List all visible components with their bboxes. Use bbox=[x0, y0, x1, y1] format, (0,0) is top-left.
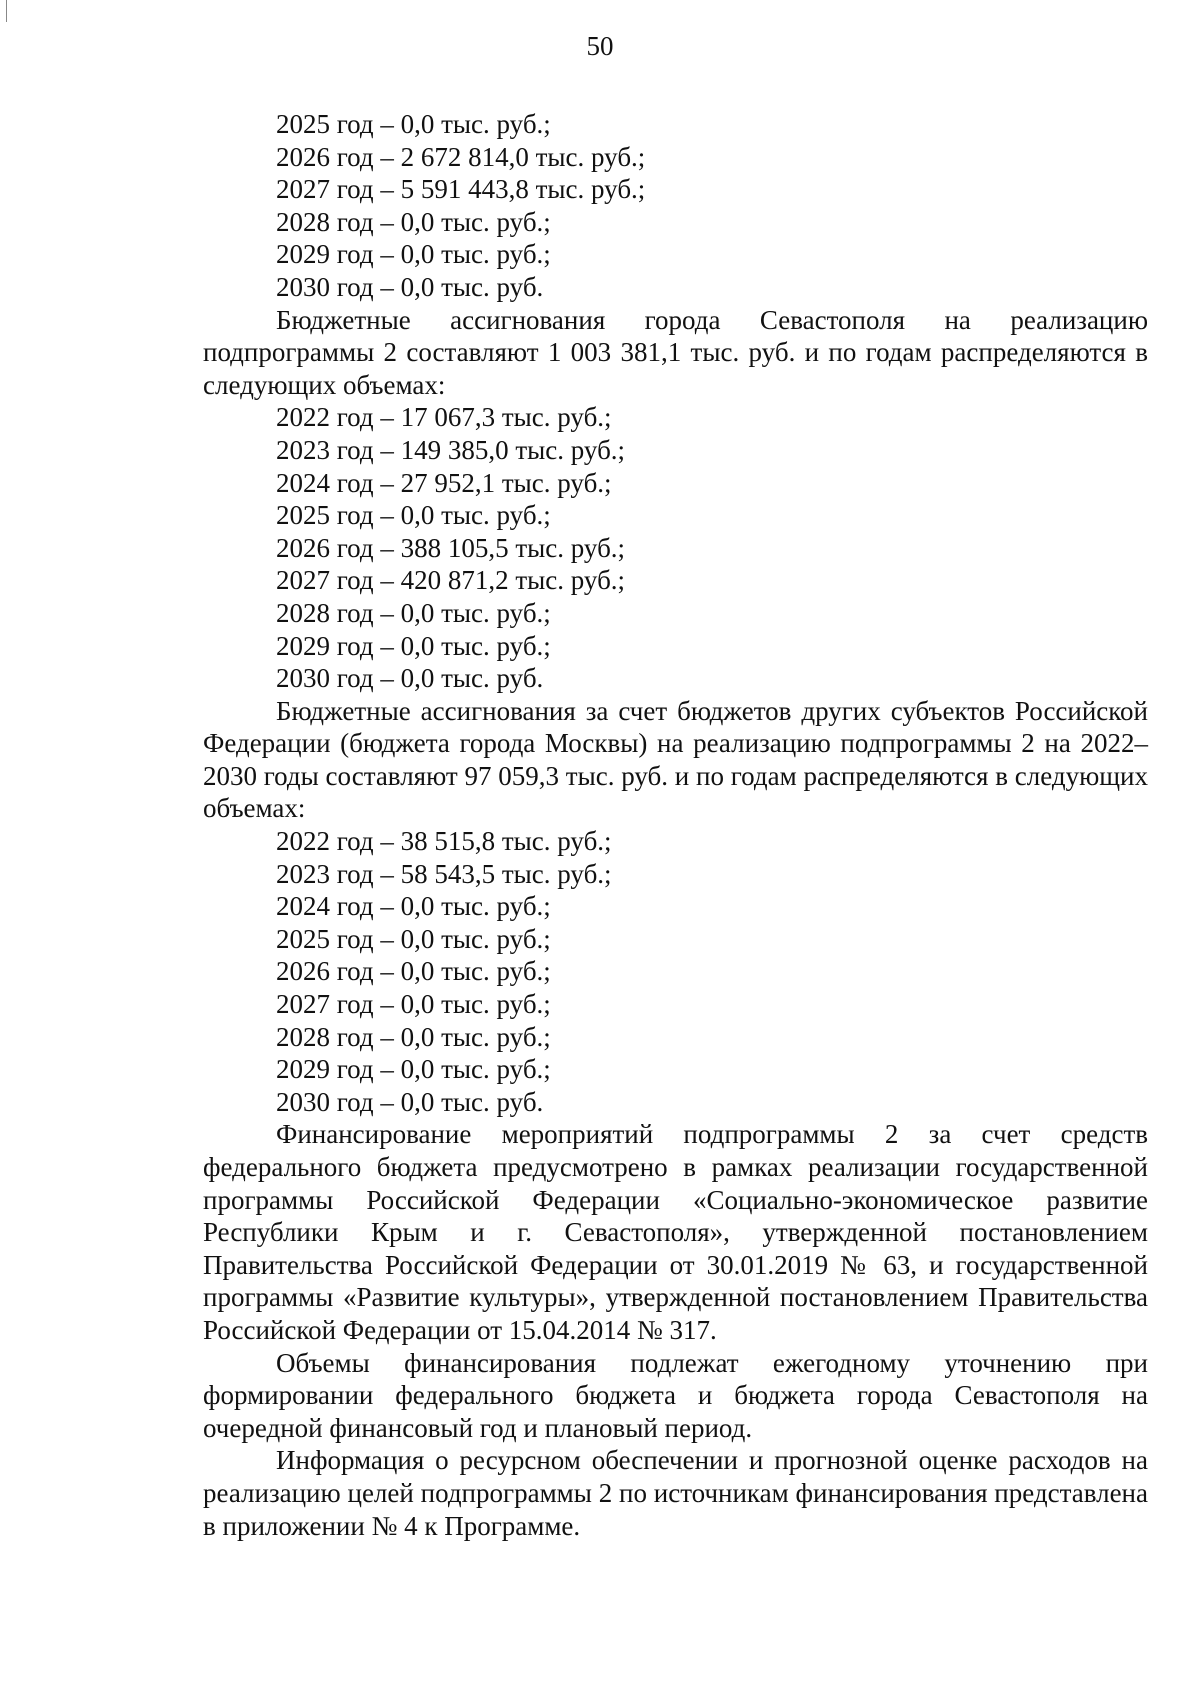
year-line: 2025 год – 0,0 тыс. руб.; bbox=[276, 923, 551, 954]
year-line: 2029 год – 0,0 тыс. руб.; bbox=[276, 1054, 551, 1085]
year-line: 2026 год – 2 672 814,0 тыс. руб.; bbox=[276, 141, 646, 172]
year-list-block-2 bbox=[203, 401, 1148, 694]
year-list-block-1 bbox=[203, 108, 1148, 304]
year-line: 2023 год – 149 385,0 тыс. руб.; bbox=[276, 434, 626, 465]
year-line: 2030 год – 0,0 тыс. руб. bbox=[276, 663, 544, 694]
paragraph-resource-info: Информация о ресурсном обеспечении и прогнозной оценке расходов на реализацию целей подпрограммы 2 по источникам финансирования представлена в приложении № 4 к Программе. bbox=[203, 1445, 1148, 1541]
year-line: 2030 год – 0,0 тыс. руб. bbox=[276, 271, 544, 302]
year-line: 2028 год – 0,0 тыс. руб.; bbox=[276, 1021, 551, 1052]
year-line: 2027 год – 420 871,2 тыс. руб.; bbox=[276, 565, 626, 596]
paragraph-federal-financing: Финансирование мероприятий подпрограммы 2 за счет средств федерального бюджета предусмотрено в рамках реализации государственной программы Российской Федерации «Социально-экономическое развитие Республики Крым и г. Севастополя», утвержденной постановлением Правительства Российской Федерации от 30.01.2019 № 63, и государственной программы «Развитие культуры», утвержденной постановлением Правительства Российской Федерации от 15.04.2014 № 317. bbox=[203, 1119, 1148, 1345]
year-line: 2028 год – 0,0 тыс. руб.; bbox=[276, 206, 551, 237]
paragraph-financing-volumes: Объемы финансирования подлежат ежегодному уточнению при формировании федерального бюджета и бюджета города Севастополя на очередной финансовый год и плановый период. bbox=[203, 1347, 1148, 1443]
year-line: 2024 год – 0,0 тыс. руб.; bbox=[276, 891, 551, 922]
paragraph-moscow-budget: Бюджетные ассигнования за счет бюджетов других субъектов Российской Федерации (бюджета города Москвы) на реализацию подпрограммы 2 на 2022–2030 годы составляют 97 059,3 тыс. руб. и по годам распределяются в следующих объемах: bbox=[203, 695, 1148, 824]
year-line: 2027 год – 0,0 тыс. руб.; bbox=[276, 989, 551, 1020]
year-line: 2029 год – 0,0 тыс. руб.; bbox=[276, 239, 551, 270]
year-line: 2025 год – 0,0 тыс. руб.; bbox=[276, 109, 551, 139]
year-line: 2024 год – 27 952,1 тыс. руб.; bbox=[276, 467, 612, 498]
year-line: 2022 год – 17 067,3 тыс. руб.; bbox=[276, 402, 612, 433]
paragraph-sevastopol-budget: Бюджетные ассигнования города Севастополя на реализацию подпрограммы 2 составляют 1 003 381,1 тыс. руб. и по годам распределяются в следующих объемах: bbox=[203, 304, 1148, 400]
page-number: 50 bbox=[586, 31, 614, 61]
year-line: 2029 год – 0,0 тыс. руб.; bbox=[276, 630, 551, 661]
year-list-block-3 bbox=[203, 825, 1148, 1118]
document-body bbox=[203, 108, 1148, 1542]
year-line: 2022 год – 38 515,8 тыс. руб.; bbox=[276, 826, 612, 857]
year-line: 2025 год – 0,0 тыс. руб.; bbox=[276, 500, 551, 531]
year-line: 2023 год – 58 543,5 тыс. руб.; bbox=[276, 858, 612, 889]
year-line: 2026 год – 0,0 тыс. руб.; bbox=[276, 956, 551, 987]
year-line: 2026 год – 388 105,5 тыс. руб.; bbox=[276, 532, 626, 563]
scan-edge-mark bbox=[6, 0, 7, 22]
year-line: 2028 год – 0,0 тыс. руб.; bbox=[276, 597, 551, 628]
year-line: 2027 год – 5 591 443,8 тыс. руб.; bbox=[276, 174, 646, 205]
year-line: 2030 год – 0,0 тыс. руб. bbox=[276, 1086, 544, 1117]
